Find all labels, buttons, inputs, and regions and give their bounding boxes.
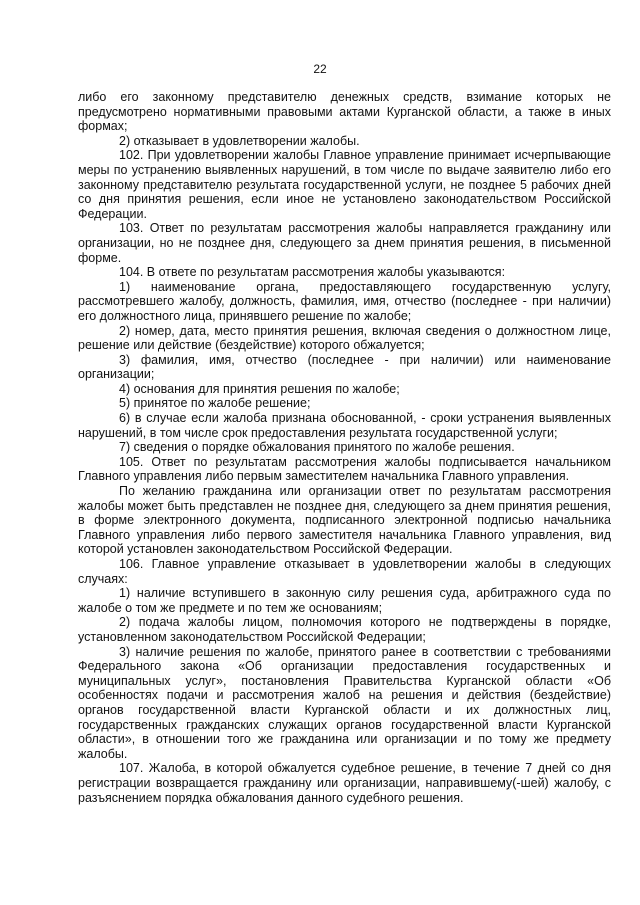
page-number: 22 (313, 62, 327, 76)
list-item-106-3: 3) наличие решения по жалобе, принятого ранее в соответствии с требованиями Федерального закона «Об организации предоставления государственных и муниципальных услуг», постановления Правительства Курганской области «Об особенностях подачи и рассмотрения жалоб на решения и действия (бездействие) органов государственной власти Курганской области и их должностных лиц, государственных гражданских служащих органов государственной власти Курганской области», в отношении того же гражданина или организации и по тому же предмету жалобы. (78, 644, 611, 761)
list-item-106-2: 2) подача жалобы лицом, полномочия которого не подтверждены в порядке, установленном законодательством Российской Федерации; (78, 615, 611, 644)
list-item-104-3: 3) фамилия, имя, отчество (последнее - при наличии) или наименование организации; (78, 352, 611, 382)
paragraph-continuation: либо его законному представителю денежных средств, взимание которых не предусмотрено нормативными правовыми актами Курганской области, а также в иных формах; (78, 90, 611, 134)
paragraph-105-electronic: По желанию гражданина или организации ответ по результатам рассмотрения жалобы может быть представлен не позднее дня, следующего за днем принятия решения, в форме электронного документа, подписанного электронной подписью начальника Главного управления либо первого заместителя начальника Главного управления, вид которой установлен законодательством Российской Федерации. (78, 484, 611, 557)
list-item-106-1: 1) наличие вступившего в законную силу решения суда, арбитражного суда по жалобе о том же предмете и по тем же основаниям; (78, 586, 611, 615)
list-item-104-1: 1) наименование органа, предоставляющего государственную услугу, рассмотревшего жалобу, должность, фамилия, имя, отчество (последнее - при наличии) его должностного лица, принявшего решение по жалобе; (78, 279, 611, 323)
list-item-104-5: 5) принятое по жалобе решение; (119, 396, 311, 411)
paragraph-105: 105. Ответ по результатам рассмотрения жалобы подписывается начальником Главного управления либо первым заместителем начальника Главного управления. (78, 454, 611, 484)
list-item-104-7: 7) сведения о порядке обжалования принятого по жалобе решения. (119, 440, 515, 455)
paragraph-104: 104. В ответе по результатам рассмотрения жалобы указываются: (119, 265, 506, 280)
paragraph-refuse-item: 2) отказывает в удовлетворении жалобы. (119, 133, 360, 148)
paragraph-103: 103. Ответ по результатам рассмотрения жалобы направляется гражданину или организации, но не позднее дня, следующего за днем принятия решения, в письменной форме. (78, 221, 611, 265)
list-item-104-4: 4) основания для принятия решения по жалобе; (119, 381, 400, 396)
paragraph-107: 107. Жалоба, в которой обжалуется судебное решение, в течение 7 дней со дня регистрации возвращается гражданину или организации, направившему(-шей) жалобу, с разъяснением порядка обжалования данного судебного решения. (78, 761, 611, 805)
list-item-104-6: 6) в случае если жалоба признана обоснованной, - сроки устранения выявленных нарушений, в том числе срок предоставления результата государственной услуги; (78, 411, 611, 440)
document-body (78, 90, 611, 805)
paragraph-102: 102. При удовлетворении жалобы Главное управление принимает исчерпывающие меры по устранению выявленных нарушений, в том числе по выдаче заявителю либо его законному представителю результата государственной услуги, не позднее 5 рабочих дней со дня принятия решения, если иное не установлено законодательством Российской Федерации. (78, 148, 611, 221)
paragraph-106: 106. Главное управление отказывает в удовлетворении жалобы в следующих случаях: (78, 557, 611, 586)
list-item-104-2: 2) номер, дата, место принятия решения, включая сведения о должностном лице, решение или действие (бездействие) которого обжалуется; (78, 323, 611, 353)
